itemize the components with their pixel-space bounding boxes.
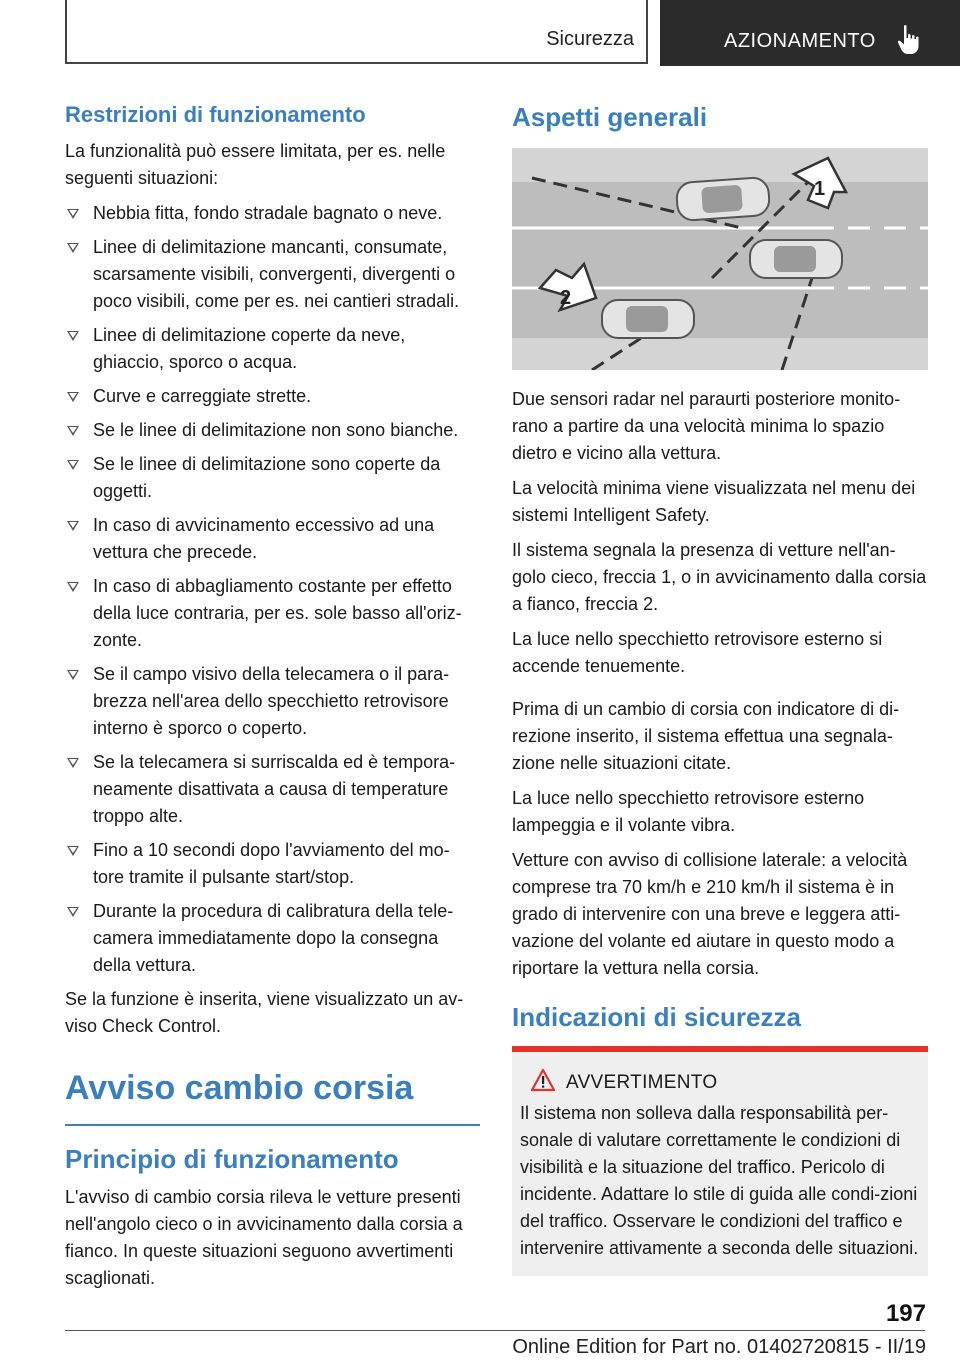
list-item: In caso di avvicinamento eccessivo ad una vettura che precede. xyxy=(65,512,480,566)
warning-text: Il sistema non solleva dalla responsabilità per-sonale di valutare correttamente le condizioni di visibilità e la situazione del traffico. Pericolo di incidente. Adattare lo stile di guida alle condi-zioni del traffico. Osservare le condizioni del traffico e intervenire attivamente a seconda delle situazioni. xyxy=(520,1103,919,1258)
restrictions-heading: Restrizioni di funzionamento xyxy=(65,102,366,127)
chapter-tab xyxy=(660,0,960,66)
triangle-bullet-icon xyxy=(67,582,79,592)
warning-title: AVVERTIMENTO xyxy=(520,1070,920,1096)
general-heading: Aspetti generali xyxy=(512,102,708,132)
general-paragraph: Prima di un cambio di corsia con indicatore di di-rezione inserito, il sistema effettua una segnala-zione nelle situazioni citate. xyxy=(512,699,900,773)
edition-info: Online Edition for Part no. 01402720815 - II/19 xyxy=(512,1336,926,1358)
lane-diagram xyxy=(512,148,928,370)
general-paragraph: La luce nello specchietto retrovisore esterno si accende tenuemente. xyxy=(512,629,883,676)
page-number: 197 xyxy=(885,1300,926,1327)
list-item: Nebbia fitta, fondo stradale bagnato o neve. xyxy=(65,200,480,227)
general-paragraph: Due sensori radar nel paraurti posteriore monito-rano a partire da una velocità minima lo spazio dietro e vicino alla vettura. xyxy=(512,389,901,463)
svg-text:1: 1 xyxy=(814,178,826,200)
triangle-bullet-icon xyxy=(67,243,79,253)
general-paragraph: Il sistema segnala la presenza di vetture nell'an-golo cieco, freccia 1, o in avvicinamento dalla corsia a fianco, freccia 2. xyxy=(512,540,927,614)
triangle-bullet-icon xyxy=(67,521,79,531)
list-item: Se la telecamera si surriscalda ed è tempora-neamente disattivata a causa di temperature troppo alte. xyxy=(65,749,480,830)
car-icon xyxy=(602,300,694,338)
triangle-bullet-icon xyxy=(67,846,79,856)
chapter-title: AZIONAMENTO xyxy=(724,30,876,52)
page-footer xyxy=(0,1290,960,1362)
right-column xyxy=(512,100,928,1276)
pointing-hand-icon xyxy=(896,24,922,56)
general-paragraph: Vetture con avviso di collisione laterale: a velocità comprese tra 70 km/h e 210 km/h il sistema è in grado di intervenire con una breve e leggera atti-vazione del volante ed aiutare in questo modo a riportare la vettura nella corsia. xyxy=(512,850,908,978)
warning-box xyxy=(512,1046,928,1276)
heading-divider xyxy=(65,1124,480,1126)
list-item: Curve e carreggiate strette. xyxy=(65,383,480,410)
page-header xyxy=(0,0,960,68)
triangle-bullet-icon xyxy=(67,907,79,917)
list-item: In caso di abbagliamento costante per effetto della luce contraria, per es. sole basso all'oriz-zonte. xyxy=(65,573,480,654)
triangle-bullet-icon xyxy=(67,670,79,680)
principle-text: L'avviso di cambio corsia rileva le vetture presenti nell'angolo cieco o in avvicinamento dalla corsia a fianco. In queste situazioni seguono avvertimenti scaglionati. xyxy=(65,1187,463,1288)
triangle-bullet-icon xyxy=(67,392,79,402)
principle-heading: Principio di funzionamento xyxy=(65,1144,399,1174)
triangle-bullet-icon xyxy=(67,331,79,341)
car-icon xyxy=(676,177,770,221)
lane-change-illustration xyxy=(512,148,928,370)
restrictions-list xyxy=(65,200,480,979)
list-item: Se il campo visivo della telecamera o il para-brezza nell'area dello specchietto retrovisore interno è sporco o coperto. xyxy=(65,661,480,742)
restrictions-outro: Se la funzione è inserita, viene visualizzato un av-viso Check Control. xyxy=(65,989,464,1036)
section-title: Sicurezza xyxy=(546,28,634,50)
section-tab xyxy=(65,0,648,64)
list-item: Linee di delimitazione coperte da neve, ghiaccio, sporco o acqua. xyxy=(65,322,480,376)
left-column xyxy=(65,100,480,1300)
triangle-bullet-icon xyxy=(67,426,79,436)
list-item: Durante la procedura di calibratura della tele-camera immediatamente dopo la consegna della vettura. xyxy=(65,898,480,979)
list-item: Se le linee di delimitazione sono coperte da oggetti. xyxy=(65,451,480,505)
general-paragraph: La velocità minima viene visualizzata nel menu dei sistemi Intelligent Safety. xyxy=(512,478,916,525)
safety-heading: Indicazioni di sicurezza xyxy=(512,1002,801,1032)
svg-text:2: 2 xyxy=(560,287,572,309)
list-item: Se le linee di delimitazione non sono bianche. xyxy=(65,417,480,444)
triangle-bullet-icon xyxy=(67,758,79,768)
list-item: Fino a 10 secondi dopo l'avviamento del mo-tore tramite il pulsante start/stop. xyxy=(65,837,480,891)
main-heading: Avviso cambio corsia xyxy=(65,1069,414,1107)
restrictions-intro: La funzionalità può essere limitata, per es. nelle seguenti situazioni: xyxy=(65,141,446,188)
triangle-bullet-icon xyxy=(67,460,79,470)
warning-triangle-icon xyxy=(530,1068,556,1092)
car-icon xyxy=(750,240,842,278)
footer-divider xyxy=(65,1330,925,1331)
triangle-bullet-icon xyxy=(67,209,79,219)
general-paragraph: La luce nello specchietto retrovisore esterno lampeggia e il volante vibra. xyxy=(512,788,865,835)
list-item: Linee di delimitazione mancanti, consumate, scarsamente visibili, convergenti, divergenti o poco visibili, come per es. nei cantieri stradali. xyxy=(65,234,480,315)
